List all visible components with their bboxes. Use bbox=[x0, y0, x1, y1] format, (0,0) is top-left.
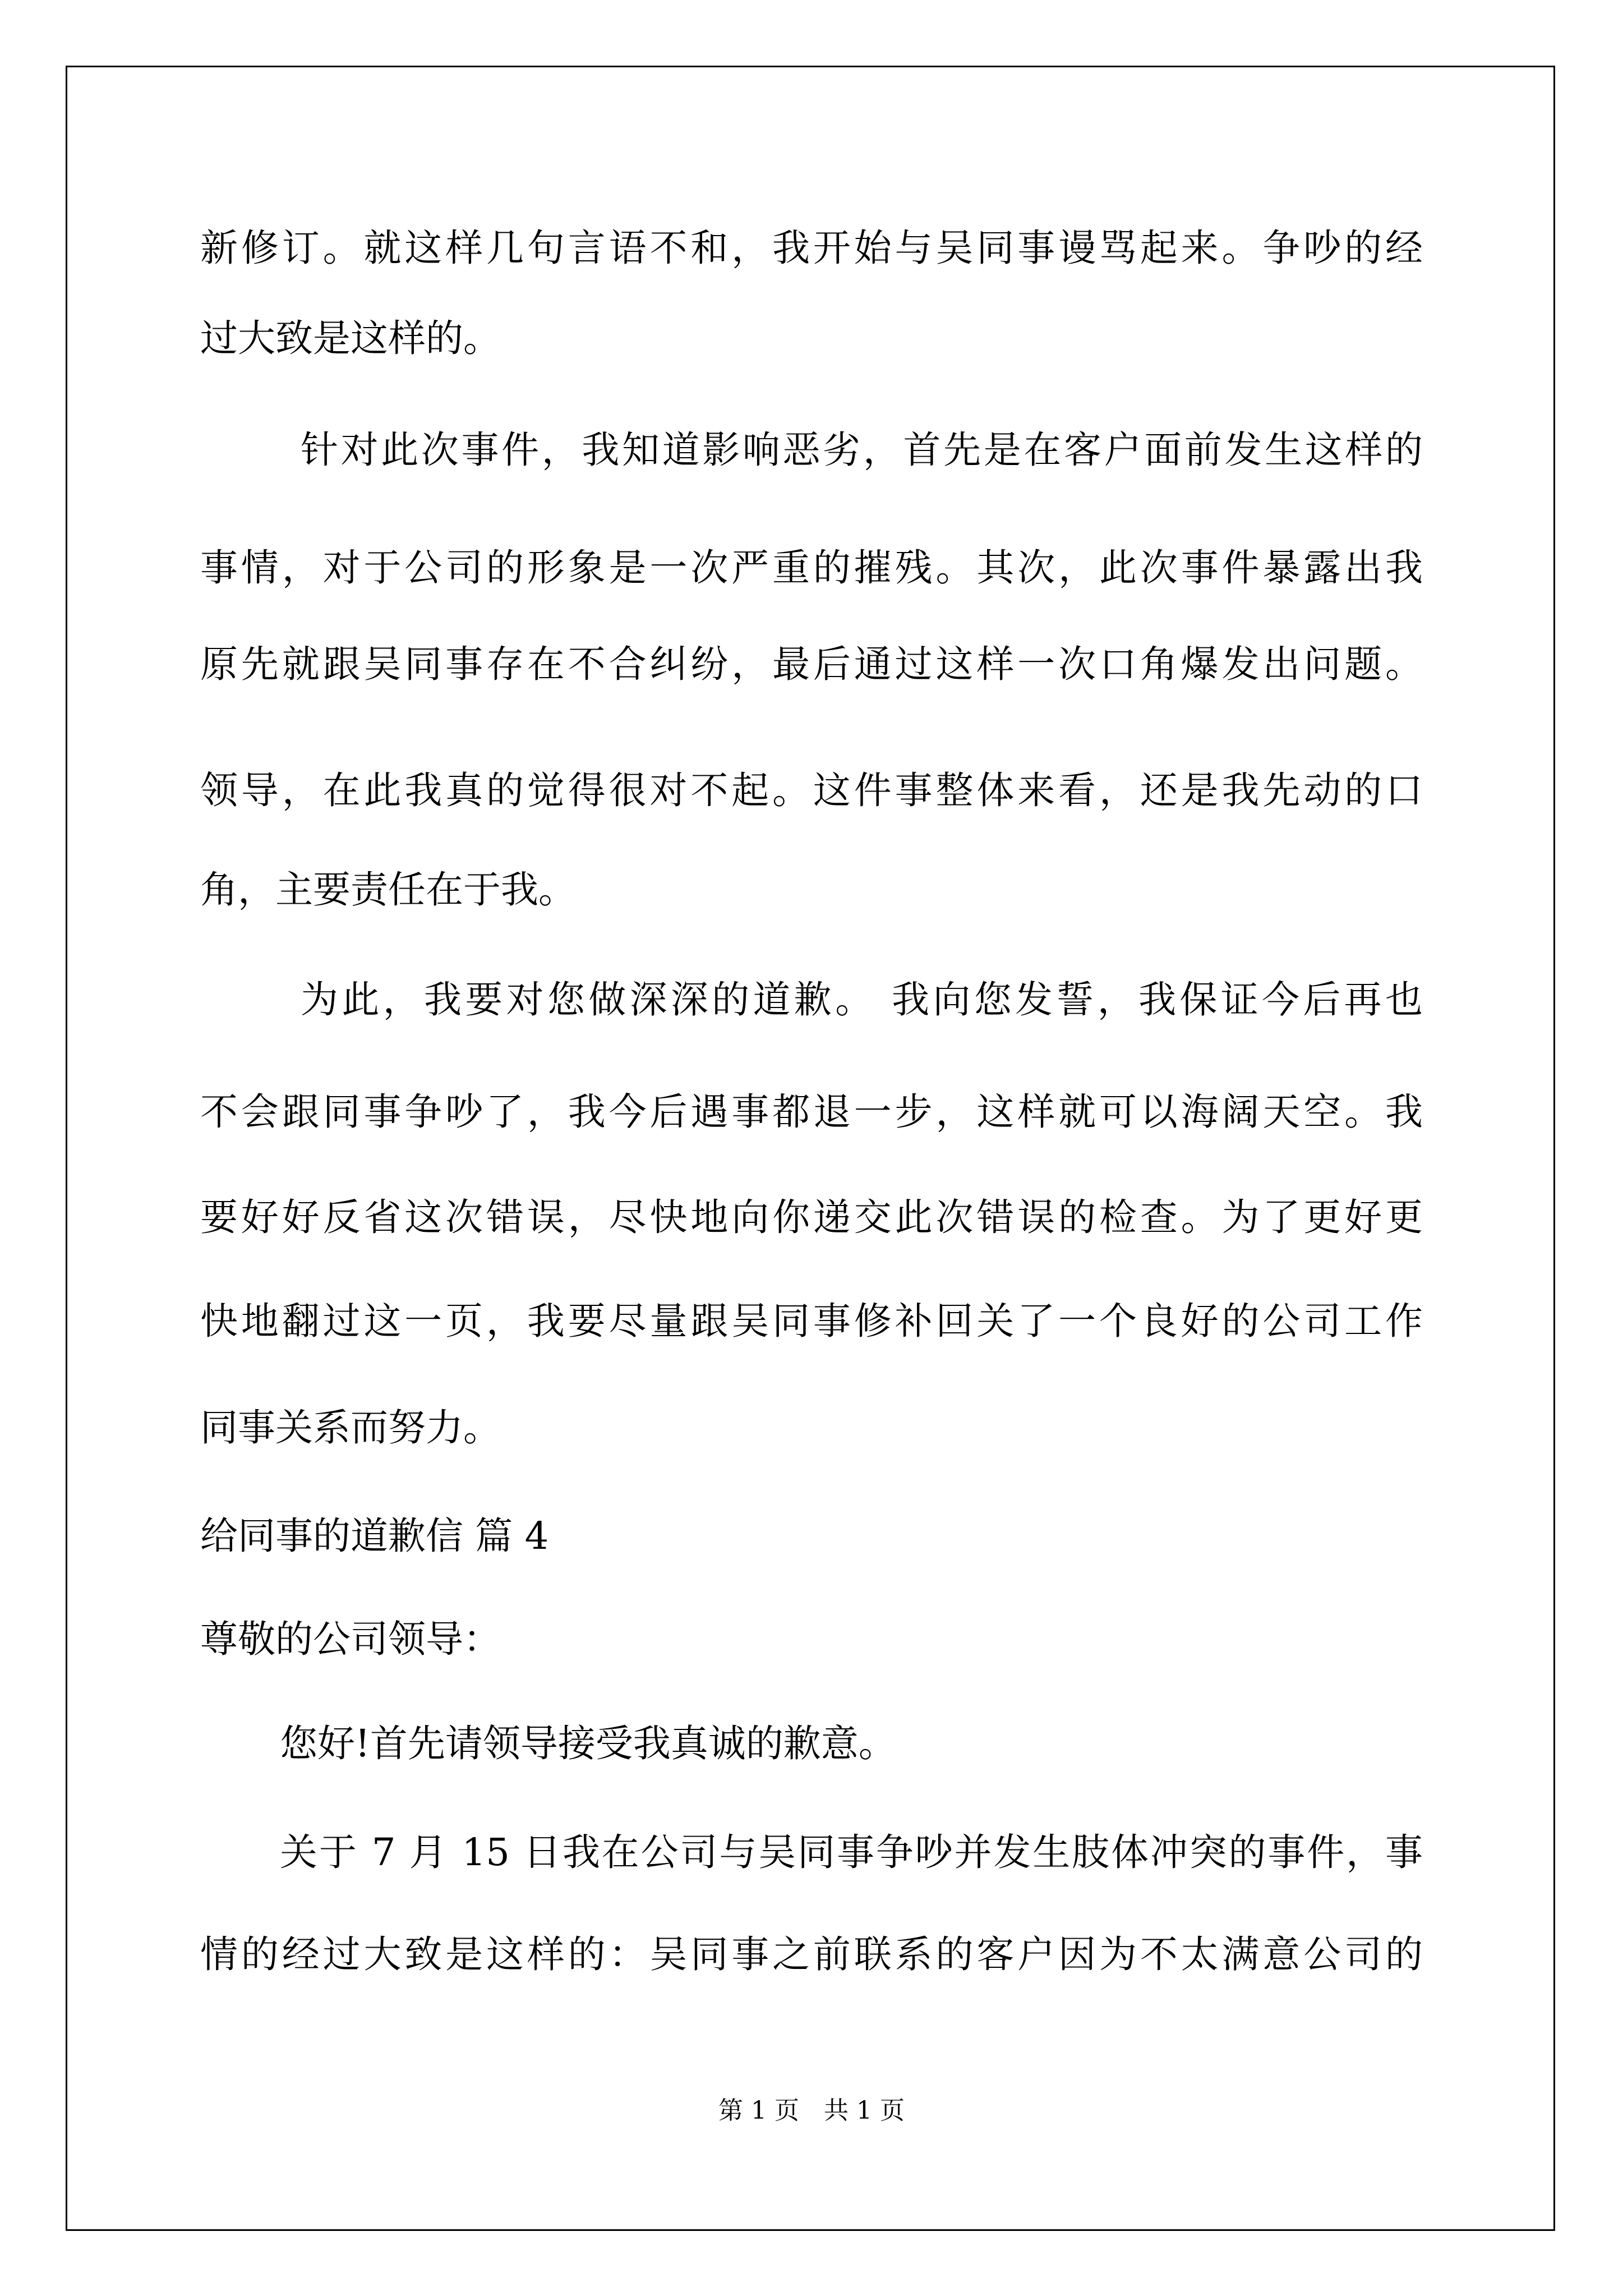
body-text-line: 快地翻过这一页，我要尽量跟吴同事修补回关了一个良好的公司工作 bbox=[200, 1299, 1423, 1343]
body-text-line: 领导，在此我真的觉得很对不起。这件事整体来看，还是我先动的口 bbox=[200, 769, 1423, 812]
paragraph-first-line: 关于 7 月 15 日我在公司与吴同事争吵并发生肢体冲突的事件，事 bbox=[280, 1830, 1423, 1874]
body-text-line: 过大致是这样的。 bbox=[200, 316, 501, 360]
body-text-line: 新修订。就这样几句言语不和，我开始与吴同事谩骂起来。争吵的经 bbox=[200, 226, 1423, 270]
paragraph-first-line: 为此，我要对您做深深的道歉。 我向您发誓，我保证今后再也 bbox=[301, 978, 1423, 1022]
body-text-line: 原先就跟吴同事存在不合纠纷，最后通过这样一次口角爆发出问题。 bbox=[200, 642, 1423, 686]
body-text-line: 同事关系而努力。 bbox=[200, 1406, 501, 1450]
body-text-line: 事情，对于公司的形象是一次严重的摧残。其次，此次事件暴露出我 bbox=[200, 546, 1423, 590]
body-text-line: 要好好反省这次错误，尽快地向你递交此次错误的检查。为了更好更 bbox=[200, 1195, 1423, 1239]
page-footer: 第 1 页 共 1 页 bbox=[718, 2096, 905, 2125]
paragraph-first-line: 针对此次事件，我知道影响恶劣，首先是在客户面前发生这样的 bbox=[301, 428, 1423, 472]
page-border bbox=[66, 66, 1555, 2231]
body-text-line: 情的经过大致是这样的：吴同事之前联系的客户因为不太满意公司的 bbox=[200, 1932, 1423, 1976]
salutation: 尊敬的公司领导： bbox=[200, 1617, 501, 1661]
greeting-line: 您好!首先请领导接受我真诚的歉意。 bbox=[280, 1722, 896, 1765]
section-heading: 给同事的道歉信 篇 4 bbox=[200, 1514, 549, 1558]
body-text-line: 不会跟同事争吵了，我今后遇事都退一步，这样就可以海阔天空。我 bbox=[200, 1090, 1423, 1134]
body-text-line: 角，主要责任在于我。 bbox=[200, 868, 576, 912]
